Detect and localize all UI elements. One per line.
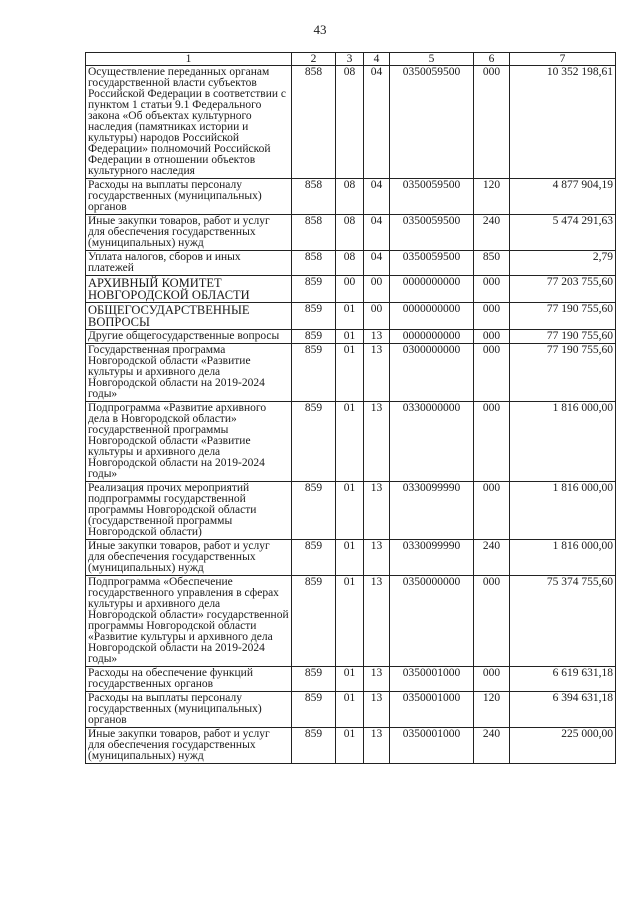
expense-type-cell: 850 [474, 251, 510, 276]
subsection-cell: 13 [364, 330, 390, 344]
section-cell: 08 [336, 179, 364, 215]
expense-type-cell: 000 [474, 402, 510, 482]
table-row [86, 215, 616, 251]
admin-code-cell: 858 [292, 179, 336, 215]
subsection-cell: 13 [364, 692, 390, 728]
section-cell: 01 [336, 402, 364, 482]
table-body [86, 66, 616, 764]
section-cell: 01 [336, 667, 364, 692]
table-row [86, 667, 616, 692]
column-header: 1 [86, 53, 292, 66]
row-name-cell: АРХИВНЫЙ КОМИТЕТ НОВГОРОДСКОЙ ОБЛАСТИ [86, 276, 292, 303]
expense-type-cell: 000 [474, 667, 510, 692]
target-article-cell: 0300000000 [390, 344, 474, 402]
admin-code-cell: 859 [292, 482, 336, 540]
section-cell: 01 [336, 482, 364, 540]
section-cell: 01 [336, 692, 364, 728]
amount-cell: 1 816 000,00 [510, 540, 616, 576]
column-header: 6 [474, 53, 510, 66]
admin-code-cell: 859 [292, 728, 336, 764]
table-row [86, 330, 616, 344]
row-name-cell: Расходы на обеспечение функций государственных органов [86, 667, 292, 692]
admin-code-cell: 859 [292, 576, 336, 667]
expense-type-cell: 000 [474, 344, 510, 402]
table-row [86, 692, 616, 728]
target-article-cell: 0350059500 [390, 251, 474, 276]
expense-type-cell: 000 [474, 330, 510, 344]
subsection-cell: 13 [364, 402, 390, 482]
table-row [86, 303, 616, 330]
amount-cell: 2,79 [510, 251, 616, 276]
expense-type-cell: 000 [474, 482, 510, 540]
target-article-cell: 0350059500 [390, 215, 474, 251]
section-cell: 01 [336, 540, 364, 576]
amount-cell: 77 190 755,60 [510, 303, 616, 330]
expense-type-cell: 240 [474, 215, 510, 251]
table-row [86, 576, 616, 667]
amount-cell: 10 352 198,61 [510, 66, 616, 179]
column-header: 5 [390, 53, 474, 66]
row-name-cell: Другие общегосударственные вопросы [86, 330, 292, 344]
table-row [86, 402, 616, 482]
row-name-cell: Подпрограмма «Обеспечение государственного управления в сферах культуры и архивного дела Новгородской области» государственной программы Новгородской области «Развитие культуры и архивного дела Новгородской области на 2019-2024 годы» [86, 576, 292, 667]
admin-code-cell: 859 [292, 540, 336, 576]
expense-type-cell: 120 [474, 179, 510, 215]
subsection-cell: 13 [364, 667, 390, 692]
target-article-cell: 0330000000 [390, 402, 474, 482]
column-header: 3 [336, 53, 364, 66]
table-row [86, 482, 616, 540]
expense-type-cell: 000 [474, 66, 510, 179]
target-article-cell: 0350001000 [390, 692, 474, 728]
expense-type-cell: 120 [474, 692, 510, 728]
admin-code-cell: 858 [292, 251, 336, 276]
section-cell: 01 [336, 303, 364, 330]
row-name-cell: Уплата налогов, сборов и иных платежей [86, 251, 292, 276]
subsection-cell: 04 [364, 215, 390, 251]
row-name-cell: Иные закупки товаров, работ и услуг для обеспечения государственных (муниципальных) нужд [86, 540, 292, 576]
subsection-cell: 13 [364, 540, 390, 576]
admin-code-cell: 859 [292, 667, 336, 692]
table-row [86, 540, 616, 576]
amount-cell: 75 374 755,60 [510, 576, 616, 667]
subsection-cell: 04 [364, 179, 390, 215]
row-name-cell: Расходы на выплаты персоналу государственных (муниципальных) органов [86, 692, 292, 728]
table-row [86, 179, 616, 215]
budget-table [85, 52, 616, 764]
target-article-cell: 0350001000 [390, 667, 474, 692]
section-cell: 01 [336, 576, 364, 667]
column-header: 2 [292, 53, 336, 66]
subsection-cell: 04 [364, 251, 390, 276]
section-cell: 08 [336, 215, 364, 251]
admin-code-cell: 859 [292, 692, 336, 728]
expense-type-cell: 000 [474, 276, 510, 303]
table-row [86, 251, 616, 276]
subsection-cell: 13 [364, 576, 390, 667]
header-row [86, 53, 616, 66]
table-row [86, 344, 616, 402]
amount-cell: 6 619 631,18 [510, 667, 616, 692]
target-article-cell: 0350059500 [390, 179, 474, 215]
target-article-cell: 0350000000 [390, 576, 474, 667]
row-name-cell: Реализация прочих мероприятий подпрограммы государственной программы Новгородской области (государственной программы Новгородской области) [86, 482, 292, 540]
amount-cell: 5 474 291,63 [510, 215, 616, 251]
row-name-cell: Осуществление переданных органам государственной власти субъектов Российской Федерации в соответствии с пунктом 1 статьи 9.1 Федерального закона «Об объектах культурного наследия (памятниках истории и культуры) народов Российской Федерации» полномочий Российской Федерации в отношении объектов культурного наследия [86, 66, 292, 179]
section-cell: 08 [336, 251, 364, 276]
admin-code-cell: 858 [292, 66, 336, 179]
table-row [86, 66, 616, 179]
admin-code-cell: 858 [292, 215, 336, 251]
target-article-cell: 0000000000 [390, 303, 474, 330]
expense-type-cell: 240 [474, 540, 510, 576]
row-name-cell: Подпрограмма «Развитие архивного дела в Новгородской области» государственной программы Новгородской области «Развитие культуры и архивного дела Новгородской области на 2019-2024 годы» [86, 402, 292, 482]
subsection-cell: 00 [364, 276, 390, 303]
section-cell: 01 [336, 344, 364, 402]
subsection-cell: 13 [364, 482, 390, 540]
target-article-cell: 0330099990 [390, 482, 474, 540]
section-cell: 00 [336, 276, 364, 303]
row-name-cell: Расходы на выплаты персоналу государственных (муниципальных) органов [86, 179, 292, 215]
amount-cell: 225 000,00 [510, 728, 616, 764]
section-cell: 01 [336, 728, 364, 764]
amount-cell: 77 203 755,60 [510, 276, 616, 303]
amount-cell: 4 877 904,19 [510, 179, 616, 215]
subsection-cell: 00 [364, 303, 390, 330]
row-name-cell: Иные закупки товаров, работ и услуг для обеспечения государственных (муниципальных) нужд [86, 728, 292, 764]
table-row [86, 728, 616, 764]
amount-cell: 1 816 000,00 [510, 402, 616, 482]
expense-type-cell: 240 [474, 728, 510, 764]
row-name-cell: ОБЩЕГОСУДАРСТВЕННЫЕ ВОПРОСЫ [86, 303, 292, 330]
subsection-cell: 04 [364, 66, 390, 179]
page-number: 43 [313, 22, 327, 37]
expense-type-cell: 000 [474, 303, 510, 330]
expense-type-cell: 000 [474, 576, 510, 667]
target-article-cell: 0350059500 [390, 66, 474, 179]
amount-cell: 1 816 000,00 [510, 482, 616, 540]
admin-code-cell: 859 [292, 402, 336, 482]
admin-code-cell: 859 [292, 303, 336, 330]
section-cell: 08 [336, 66, 364, 179]
amount-cell: 77 190 755,60 [510, 330, 616, 344]
column-header: 7 [510, 53, 616, 66]
table-row [86, 276, 616, 303]
target-article-cell: 0330099990 [390, 540, 474, 576]
column-header: 4 [364, 53, 390, 66]
row-name-cell: Иные закупки товаров, работ и услуг для обеспечения государственных (муниципальных) нужд [86, 215, 292, 251]
target-article-cell: 0000000000 [390, 330, 474, 344]
admin-code-cell: 859 [292, 330, 336, 344]
target-article-cell: 0350001000 [390, 728, 474, 764]
amount-cell: 6 394 631,18 [510, 692, 616, 728]
admin-code-cell: 859 [292, 344, 336, 402]
row-name-cell: Государственная программа Новгородской области «Развитие культуры и архивного дела Новгородской области на 2019-2024 годы» [86, 344, 292, 402]
subsection-cell: 13 [364, 728, 390, 764]
target-article-cell: 0000000000 [390, 276, 474, 303]
amount-cell: 77 190 755,60 [510, 344, 616, 402]
section-cell: 01 [336, 330, 364, 344]
subsection-cell: 13 [364, 344, 390, 402]
admin-code-cell: 859 [292, 276, 336, 303]
